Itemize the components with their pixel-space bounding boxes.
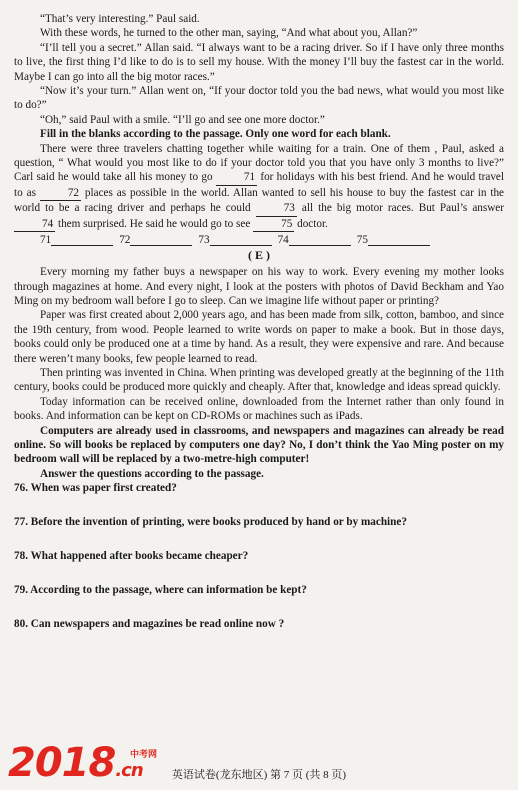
watermark-tag: 中考网 bbox=[130, 750, 158, 760]
story-paragraph: “Oh,” said Paul with a smile. “I’ll go and see one more doctor.” bbox=[40, 113, 325, 126]
story-paragraph: “Now it’s your turn.” Allan went on, “If your doctor told you the bad news, what would you most like to do?” bbox=[14, 85, 504, 112]
question-77: 77. Before the invention of printing, were books produced by hand or by machine? bbox=[14, 516, 407, 529]
question-79: 79. According to the passage, where can information be kept? bbox=[14, 584, 307, 597]
answer-lines bbox=[40, 234, 504, 246]
page-footer: 英语试卷(龙东地区) 第 7 页 (共 8 页) bbox=[171, 769, 347, 781]
blank-74: 74 bbox=[14, 217, 55, 232]
answer-num: 75 bbox=[356, 234, 368, 247]
story-paragraph: With these words, he turned to the other man, saying, “And what about you, Allan?” bbox=[40, 27, 418, 40]
answer-line[interactable] bbox=[289, 234, 351, 246]
question-instruction: Answer the questions according to the passage. bbox=[40, 467, 264, 480]
answer-line[interactable] bbox=[130, 234, 192, 246]
passage-paragraph: Paper was first created about 2,000 years ago, and has been made from silk, cotton, bamboo, and since the 19th century, from wood. People learned to write words on paper to make a book. But in those days, books could only be produced one at a time by hand. As a result, they were expensive and rare. And because there weren’t many books, few people learned to read. bbox=[14, 309, 504, 365]
story-paragraph: “I’ll tell you a secret.” Allan said. “I always want to be a racing driver. So if I have only three months to live, the first thing I’d like to do is to sell my house. With the money I’ll buy the fastest car in the world. Maybe I can go into all the big motor races.” bbox=[14, 41, 504, 83]
section-label: ( E ) bbox=[248, 248, 270, 263]
fill-passage bbox=[14, 142, 504, 232]
question-80: 80. Can newspapers and magazines be read online now ? bbox=[14, 618, 285, 631]
question-76: 76. When was paper first created? bbox=[14, 482, 177, 495]
fill-text: for holidays with his best friend. And he would travel to as bbox=[14, 171, 504, 199]
fill-text: places as possible in the world. Allan wanted to sell his house to buy the fastest car in the world to be a racing driver and perhaps he could bbox=[14, 186, 504, 215]
answer-num: 72 bbox=[119, 234, 131, 247]
blank-72: 72 bbox=[40, 186, 81, 201]
fill-text: all the big motor races. But Paul’s answer bbox=[296, 202, 505, 215]
fill-text: them surprised. He said he would go to see bbox=[55, 217, 254, 230]
fill-text: There were three travelers chatting together while waiting for a train. One of them , Paul, asked a question, “ What would you most like to do if your doctor told you that you have only 3 months to live?” Carl said he would take all his money to go bbox=[14, 142, 504, 184]
blank-75: 75 bbox=[253, 217, 294, 232]
question-78: 78. What happened after books became cheaper? bbox=[14, 550, 249, 563]
answer-line[interactable] bbox=[368, 234, 430, 246]
answer-line[interactable] bbox=[51, 234, 113, 246]
passage-paragraph: Today information can be received online, downloaded from the Internet rather than only found in books. And information can be kept on CD-ROMs or machines such as iPads. bbox=[14, 395, 504, 423]
blank-73: 73 bbox=[256, 201, 297, 216]
blank-71: 71 bbox=[216, 170, 257, 185]
passage-paragraph: Computers are already used in classrooms, and newspapers and magazines can already be read online. So will books be replaced by computers one day? No, I don’t think the Yao Ming poster on my bedroom wall will be replaced by a two-metre-high computer! bbox=[14, 424, 504, 466]
answer-num: 73 bbox=[198, 234, 210, 247]
answer-num: 71 bbox=[40, 234, 52, 247]
answer-num: 74 bbox=[277, 234, 289, 247]
fill-instruction: Fill in the blanks according to the passage. Only one word for each blank. bbox=[40, 128, 391, 141]
passage-paragraph: Every morning my father buys a newspaper on his way to work. Every evening my mother looks through magazines at home. And every night, I look at the posters with photos of David Beckham and Yao Ming on my bedroom wall before I go to sleep. Can we imagine life without paper or printing? bbox=[14, 266, 504, 307]
watermark-logo: 2018.cn bbox=[8, 740, 143, 786]
passage-paragraph: Then printing was invented in China. When printing was developed greatly at the beginning of the 11th century, books could be produced more quickly and cheaply. After that, knowledge and ideas spread quickly. bbox=[14, 366, 504, 394]
story-paragraph: “That’s very interesting.” Paul said. bbox=[40, 13, 200, 25]
fill-text: doctor. bbox=[294, 217, 328, 230]
answer-line[interactable] bbox=[210, 234, 272, 246]
